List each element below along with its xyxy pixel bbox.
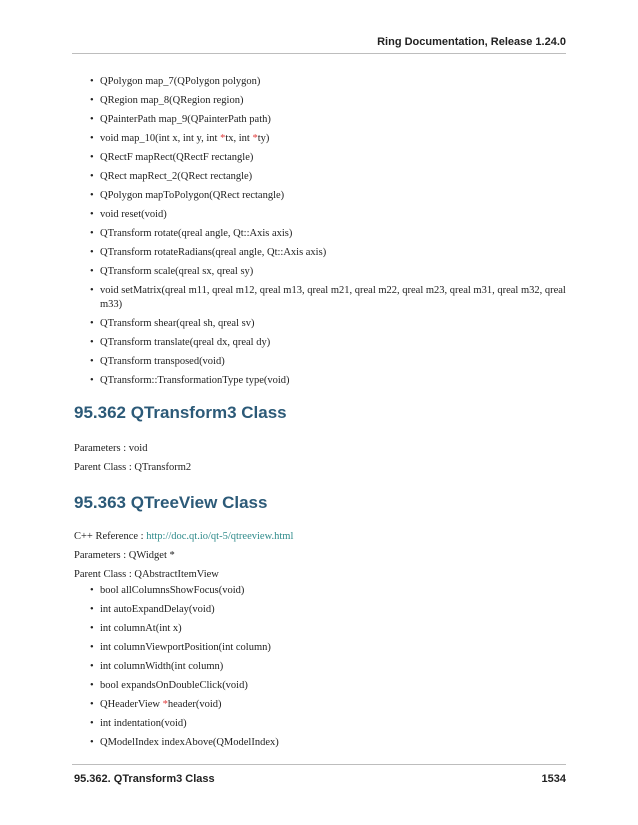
list-item: • bool allColumnsShowFocus(void) <box>72 584 566 598</box>
list-item: • QRegion map_8(QRegion region) <box>72 94 566 108</box>
list-item: • QTransform transposed(void) <box>72 355 566 369</box>
list-item: • int autoExpandDelay(void) <box>72 603 566 617</box>
cpp-reference-link[interactable]: http://doc.qt.io/qt-5/qtreeview.html <box>146 531 294 542</box>
qtransform-method-list <box>72 75 566 393</box>
list-item: • QPainterPath map_9(QPainterPath path) <box>72 113 566 127</box>
list-item: • QTransform scale(qreal sx, qreal sy) <box>72 265 566 279</box>
qtransform3-parent-class: Parent Class : QTransform2 <box>74 462 192 473</box>
qtreeview-parameters: Parameters : QWidget * <box>74 550 175 561</box>
cpp-reference-label: C++ Reference : <box>74 531 147 542</box>
list-item: • QHeaderView *header(void) <box>72 698 566 712</box>
list-item: • QTransform::TransformationType type(void) <box>72 374 566 388</box>
list-item: • void reset(void) <box>72 208 566 222</box>
list-item: • bool expandsOnDoubleClick(void) <box>72 679 566 693</box>
qtreeview-method-list <box>72 584 566 755</box>
list-item: • QTransform rotate(qreal angle, Qt::Axis axis) <box>72 227 566 241</box>
qtreeview-parent-class: Parent Class : QAbstractItemView <box>74 569 219 580</box>
list-item: • int indentation(void) <box>72 717 566 731</box>
list-item: • QTransform shear(qreal sh, qreal sv) <box>72 317 566 331</box>
header-divider <box>72 53 566 54</box>
list-item: • QModelIndex indexAbove(QModelIndex) <box>72 736 566 750</box>
list-item: • int columnWidth(int column) <box>72 660 566 674</box>
page-number: 1534 <box>541 773 566 785</box>
list-item: • QRect mapRect_2(QRect rectangle) <box>72 170 566 184</box>
section-heading-qtransform3: 95.362 QTransform3 Class <box>74 403 287 422</box>
list-item: • QTransform translate(qreal dx, qreal dy) <box>72 336 566 350</box>
list-item: • QPolygon map_7(QPolygon polygon) <box>72 75 566 89</box>
list-item: • QTransform rotateRadians(qreal angle, Qt::Axis axis) <box>72 246 566 260</box>
section-heading-qtreeview: 95.363 QTreeView Class <box>74 493 268 512</box>
qtransform3-parameters: Parameters : void <box>74 443 148 454</box>
footer-divider <box>72 764 566 765</box>
list-item: • int columnAt(int x) <box>72 622 566 636</box>
list-item: • int columnViewportPosition(int column) <box>72 641 566 655</box>
list-item: • void setMatrix(qreal m11, qreal m12, qreal m13, qreal m21, qreal m22, qreal m23, qreal m31, qreal m32, qreal m33) <box>72 284 566 312</box>
footer-section-title: 95.362. QTransform3 Class <box>74 773 215 785</box>
list-item: • QRectF mapRect(QRectF rectangle) <box>72 151 566 165</box>
qtreeview-cpp-reference <box>74 530 293 544</box>
list-item: • QPolygon mapToPolygon(QRect rectangle) <box>72 189 566 203</box>
list-item: • void map_10(int x, int y, int *tx, int *ty) <box>72 132 566 146</box>
running-header: Ring Documentation, Release 1.24.0 <box>377 36 566 48</box>
